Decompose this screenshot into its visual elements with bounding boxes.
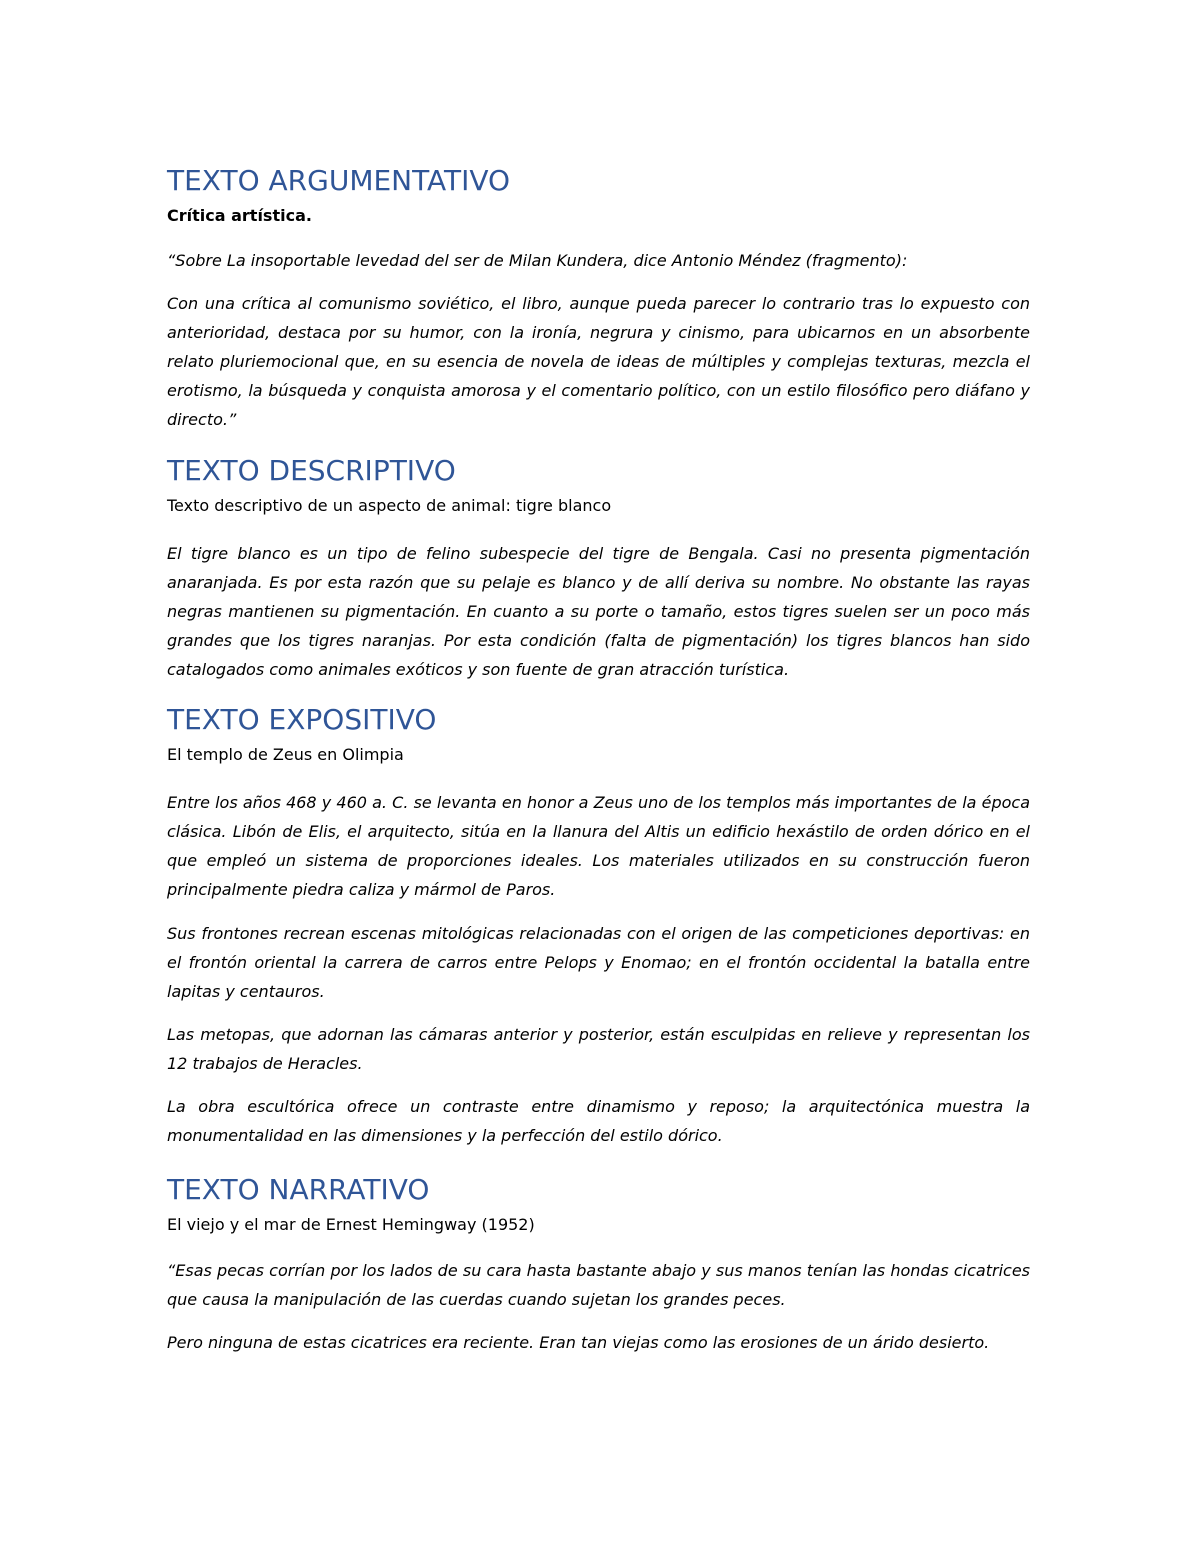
paragraph: “Sobre La insoportable levedad del ser de Milan Kundera, dice Antonio Méndez (fragmento): — [167, 251, 908, 270]
section-heading: TEXTO DESCRIPTIVO — [167, 454, 456, 487]
paragraph: La obra escultórica ofrece un contraste entre dinamismo y reposo; la arquitectónica muestra la monumentalidad en las dimensiones y la perfección del estilo dórico. — [167, 1097, 1030, 1145]
section-subtitle: Texto descriptivo de un aspecto de animal: tigre blanco — [167, 496, 612, 515]
paragraph: El tigre blanco es un tipo de felino subespecie del tigre de Bengala. Casi no presenta pigmentación anaranjada. Es por esta razón que su pelaje es blanco y de allí deriva su nombre. No obstante las rayas negras mantienen su pigmentación. En cuanto a su porte o tamaño, estos tigres suelen ser un poco más grandes que los tigres naranjas. Por esta condición (falta de pigmentación) los tigres blancos han sido catalogados como animales exóticos y son fuente de gran atracción turística. — [167, 544, 1030, 679]
section-heading: TEXTO EXPOSITIVO — [167, 703, 437, 736]
paragraph: Con una crítica al comunismo soviético, el libro, aunque pueda parecer lo contrario tras lo expuesto con anterioridad, destaca por su humor, con la ironía, negrura y cinismo, para ubicarnos en un absorbente relato pluriemocional que, en su esencia de novela de ideas de múltiples y complejas texturas, mezcla el erotismo, la búsqueda y conquista amorosa y el comentario político, con un estilo filosófico pero diáfano y directo.” — [167, 294, 1030, 429]
section-narrativo — [167, 1172, 1030, 1352]
paragraph: Entre los años 468 y 460 a. C. se levanta en honor a Zeus uno de los templos más importantes de la época clásica. Libón de Elis, el arquitecto, sitúa en la llanura del Altis un edificio hexástilo de orden dórico en el que empleó un sistema de proporciones ideales. Los materiales utilizados en su construcción fueron principalmente piedra caliza y mármol de Paros. — [167, 793, 1030, 899]
paragraph: Sus frontones recrean escenas mitológicas relacionadas con el origen de las competiciones deportivas: en el frontón oriental la carrera de carros entre Pelops y Enomao; en el frontón occidental la batalla entre lapitas y centauros. — [167, 924, 1030, 1001]
section-argumentativo — [167, 163, 1030, 429]
section-heading: TEXTO NARRATIVO — [167, 1173, 430, 1206]
section-subtitle: Crítica artística. — [167, 206, 312, 225]
paragraph: Las metopas, que adornan las cámaras anterior y posterior, están esculpidas en relieve y representan los 12 trabajos de Heracles. — [167, 1025, 1030, 1073]
section-subtitle: El viejo y el mar de Ernest Hemingway (1952) — [167, 1215, 535, 1234]
section-subtitle: El templo de Zeus en Olimpia — [167, 745, 404, 764]
section-heading: TEXTO ARGUMENTATIVO — [167, 164, 511, 197]
section-expositivo — [167, 702, 1030, 1145]
paragraph: Pero ninguna de estas cicatrices era reciente. Eran tan viejas como las erosiones de un árido desierto. — [167, 1333, 990, 1352]
section-descriptivo — [167, 453, 1030, 679]
paragraph: “Esas pecas corrían por los lados de su cara hasta bastante abajo y sus manos tenían las hondas cicatrices que causa la manipulación de las cuerdas cuando sujetan los grandes peces. — [167, 1261, 1030, 1309]
